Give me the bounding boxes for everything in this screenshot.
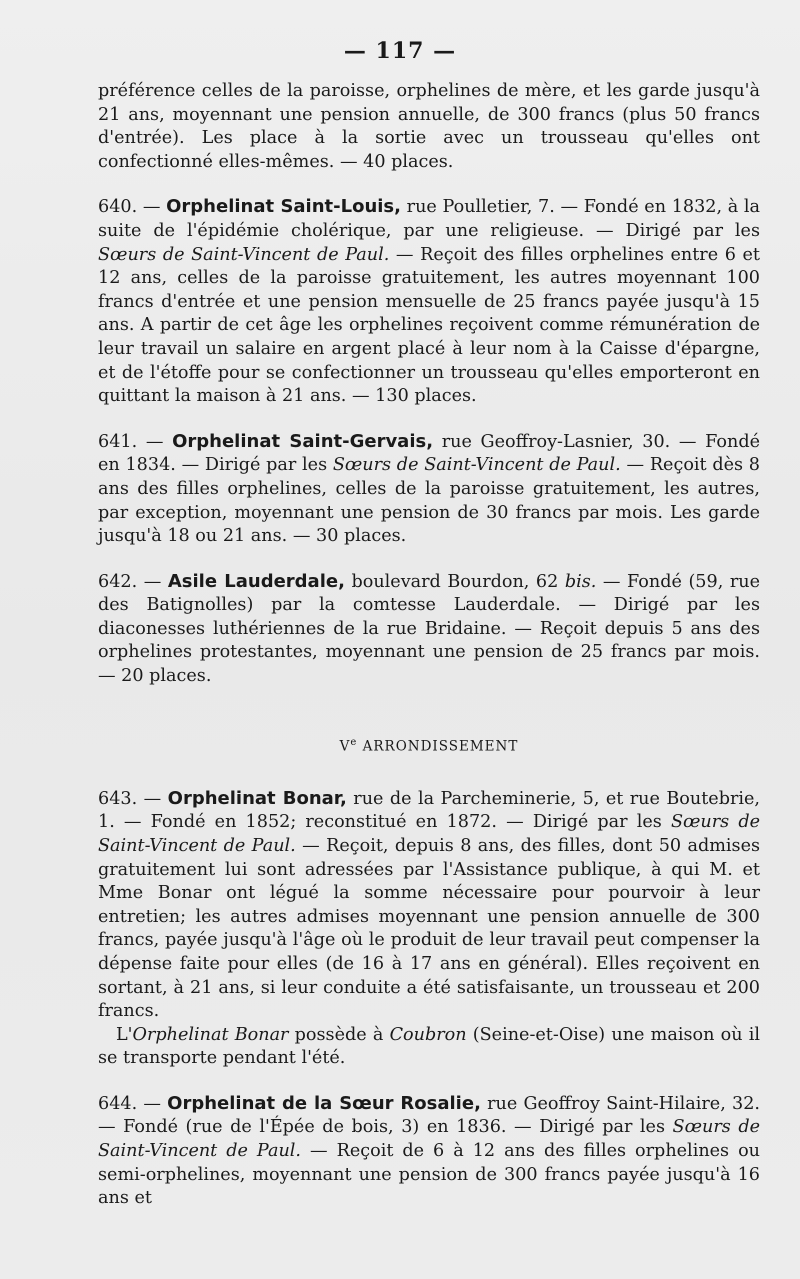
- intro-paragraph: préférence celles de la paroisse, orphelines de mère, et les garde jusqu'à 21 ans, moyennant une pension annuelle, de 300 francs (plus 50 francs d'entrée). Les place à la sortie avec un trousseau qu'elles ont confectionné elles-mêmes. — 40 places.: [98, 81, 760, 172]
- entry-text: rue Poulletier, 7. — Fondé en 1832, à la suite de l'épidémie cholérique, par une religieuse. — Dirigé par les: [98, 197, 760, 241]
- entry-644: [98, 1092, 760, 1211]
- entry-640: [98, 195, 760, 408]
- entry-title: Orphelinat Saint-Gervais,: [172, 430, 434, 452]
- entry-text: rue de la Parcheminerie, 5, et rue Boutebrie, 1. — Fondé en 1852; reconstitué en 1872. — Dirigé par les: [98, 788, 760, 833]
- entry-title: Orphelinat Bonar,: [167, 787, 347, 809]
- entry-italic: bis.: [564, 571, 597, 592]
- entry-number: 640. —: [98, 197, 167, 218]
- note-text: possède à: [288, 1024, 390, 1045]
- entry-text: rue Geoffroy-Lasnier, 30. — Fondé en 1834. — Dirigé par les: [98, 431, 761, 476]
- entry-641: [98, 430, 760, 549]
- entry-text: — Reçoit des filles orphelines entre 6 et 12 ans, celles de la paroisse gratuitement, les autres moyennant 100 francs d'entrée et une pension mensuelle de 25 francs payée jusqu'à 15 ans. A partir de cet âge les orphelines reçoivent comme rémunération de leur travail un salaire en argent placé à leur nom à la Caisse d'épargne, et de l'étoffe pour se confectionner un trousseau qu'elles emporteront en quittant la maison à 21 ans. — 130 places.: [98, 244, 760, 407]
- entry-number: 642. —: [98, 571, 168, 592]
- entry-title: Orphelinat de la Sœur Rosalie,: [167, 1092, 481, 1114]
- entry-text: — Fondé (59, rue des Batignolles) par la comtesse Lauderdale. — Dirigé par les diaconesses luthériennes de la rue Bridaine. — Reçoit depuis 5 ans des orphelines protestantes, moyennant une pension de 25 francs par mois. — 20 places.: [98, 571, 760, 687]
- entry-642: [98, 570, 760, 689]
- entry-text: boulevard Bourdon, 62: [344, 571, 565, 592]
- note-text: L': [116, 1024, 133, 1045]
- entry-text: rue Geoffroy Saint-Hilaire, 32. — Fondé (rue de l'Épée de bois, 3) en 1836. — Dirigé par les: [98, 1093, 760, 1138]
- entry-text: — Reçoit, depuis 8 ans, des filles, dont 50 admises gratuitement lui sont adressées par l'Assistance publique, à qui M. et Mme Bonar ont légué la somme nécessaire pour pourvoir à leur entretien; les autres admises moyennant une pension annuelle de 300 francs, payée jusqu'à l'âge où le produit de leur travail peut compenser la dépense faite pour elles (de 16 à 17 ans en général). Elles reçoivent en sortant, à 21 ans, si leur conduite a été satisfaisante, un trousseau et 200 francs.: [98, 835, 761, 1022]
- entry-title: Asile Lauderdale,: [167, 570, 345, 592]
- entry-text: — Reçoit dès 8 ans des filles orphelines, celles de la paroisse gratuitement, les autres, par exception, moyennant une pension de 30 francs par mois. Les garde jusqu'à 18 ou 21 ans. — 30 places.: [98, 455, 760, 547]
- entry-text: — Reçoit de 6 à 12 ans des filles orphelines ou semi-orphelines, moyennant une pension de 300 francs payée jusqu'à 16 ans et: [98, 1141, 761, 1209]
- entry-number: 644. —: [98, 1093, 168, 1114]
- section-sup: e: [350, 736, 358, 748]
- section-label: ARRONDISSEMENT: [357, 738, 519, 755]
- section-heading: [98, 731, 760, 759]
- page-text: [98, 80, 760, 1211]
- entry-italic: Sœurs de Saint-Vincent de Paul.: [98, 1117, 760, 1162]
- entry-number: 643. —: [98, 788, 168, 809]
- note-text: (Seine-et-Oise) une maison où il se transporte pendant l'été.: [98, 1024, 760, 1069]
- entry-italic: Sœurs de Saint-Vincent de Paul.: [332, 455, 621, 476]
- section-roman: V: [339, 738, 351, 755]
- entry-italic: Sœurs de Saint-Vincent de Paul.: [98, 244, 390, 265]
- page-number: — 117 —: [343, 38, 457, 64]
- entry-643: [98, 787, 760, 1024]
- entry-643-note: [98, 1024, 760, 1071]
- entry-italic: Sœurs de Saint-Vincent de Paul.: [98, 812, 760, 856]
- note-italic: Coubron: [389, 1024, 467, 1045]
- note-italic: Orphelinat Bonar: [132, 1024, 289, 1045]
- entry-title: Orphelinat Saint-Louis,: [166, 196, 401, 218]
- entry-number: 641. —: [98, 431, 173, 452]
